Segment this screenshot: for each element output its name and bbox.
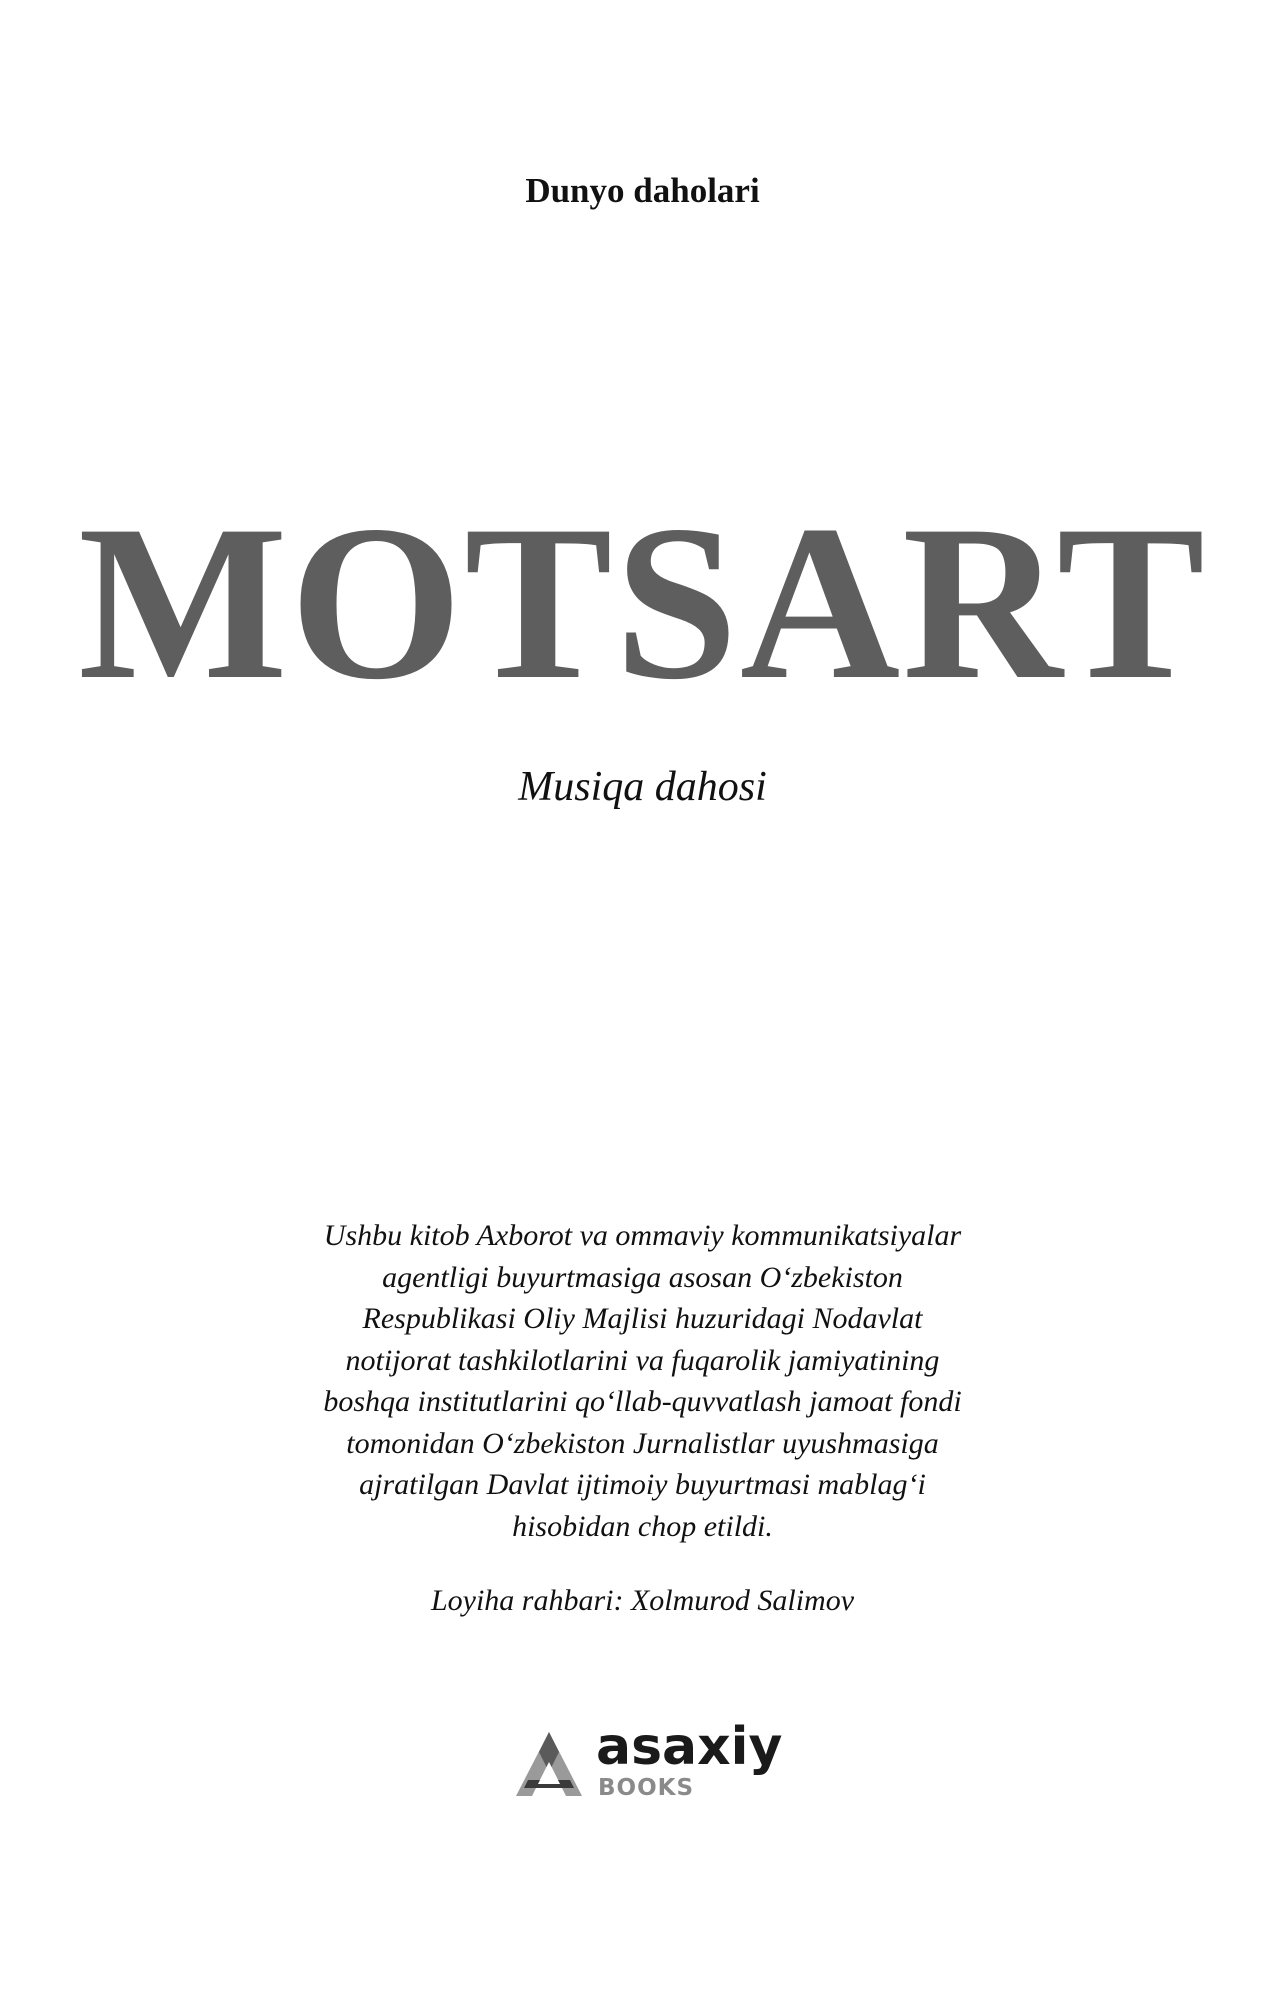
publisher-logo <box>514 1717 784 1802</box>
notice-line: hisobidan chop etildi. <box>512 1509 773 1543</box>
funding-notice <box>240 1215 1045 1547</box>
book-title: MOTSART <box>78 480 1207 726</box>
book-subtitle: Musiqa dahosi <box>518 764 767 810</box>
asaxiy-a-mark-icon <box>514 1730 584 1798</box>
notice-line: ajratilgan Davlat ijtimoiy buyurtmasi mablag‘i <box>359 1468 926 1501</box>
publisher-sub: BOOKS <box>598 1775 695 1801</box>
notice-line: tomonidan O‘zbekiston Jurnalistlar uyushmasiga <box>346 1426 939 1460</box>
notice-line: boshqa institutlarini qo‘llab-quvvatlash jamoat fondi <box>323 1385 962 1418</box>
project-leader: Loyiha rahbari: Xolmurod Salimov <box>430 1584 855 1617</box>
notice-line: agentligi buyurtmasiga asosan O‘zbekiston <box>382 1260 903 1294</box>
notice-line: notijorat tashkilotlarini va fuqarolik jamiyatining <box>345 1343 940 1377</box>
series-name: Dunyo daholari <box>525 171 760 210</box>
publisher-name: asaxiy <box>596 1717 783 1777</box>
notice-line: Respublikasi Oliy Majlisi huzuridagi Nodavlat <box>362 1302 923 1335</box>
notice-line: Ushbu kitob Axborot va ommaviy kommunikatsiyalar <box>323 1219 962 1252</box>
